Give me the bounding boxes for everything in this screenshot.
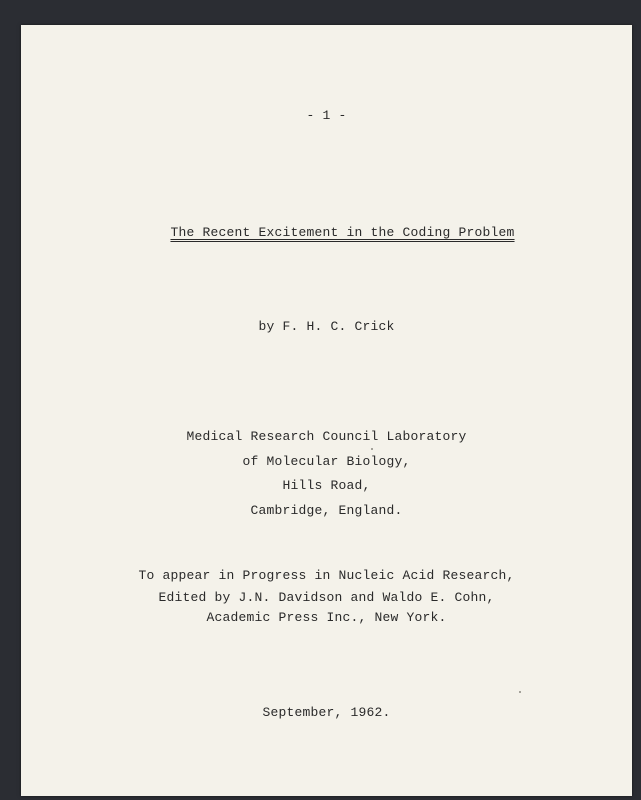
- author-byline: by F. H. C. Crick: [258, 319, 395, 334]
- affiliation-line: Cambridge, England.: [250, 503, 403, 518]
- affiliation-line: Medical Research Council Laboratory: [186, 429, 467, 444]
- document-title-text: The Recent Excitement in the Coding Problem: [170, 225, 515, 240]
- paper-speck: [371, 448, 373, 450]
- page-number: - 1 -: [306, 108, 347, 123]
- publication-line: Edited by J.N. Davidson and Waldo E. Cohn,: [158, 590, 495, 605]
- publication-line: Academic Press Inc., New York.: [206, 610, 447, 625]
- affiliation-line: Hills Road,: [282, 478, 371, 493]
- affiliation-line: of Molecular Biology,: [242, 454, 411, 469]
- publication-line: To appear in Progress in Nucleic Acid Research,: [138, 568, 515, 583]
- document-date: September, 1962.: [262, 705, 391, 720]
- document-page: [21, 25, 632, 796]
- paper-speck: [519, 691, 521, 693]
- document-title: [21, 210, 632, 255]
